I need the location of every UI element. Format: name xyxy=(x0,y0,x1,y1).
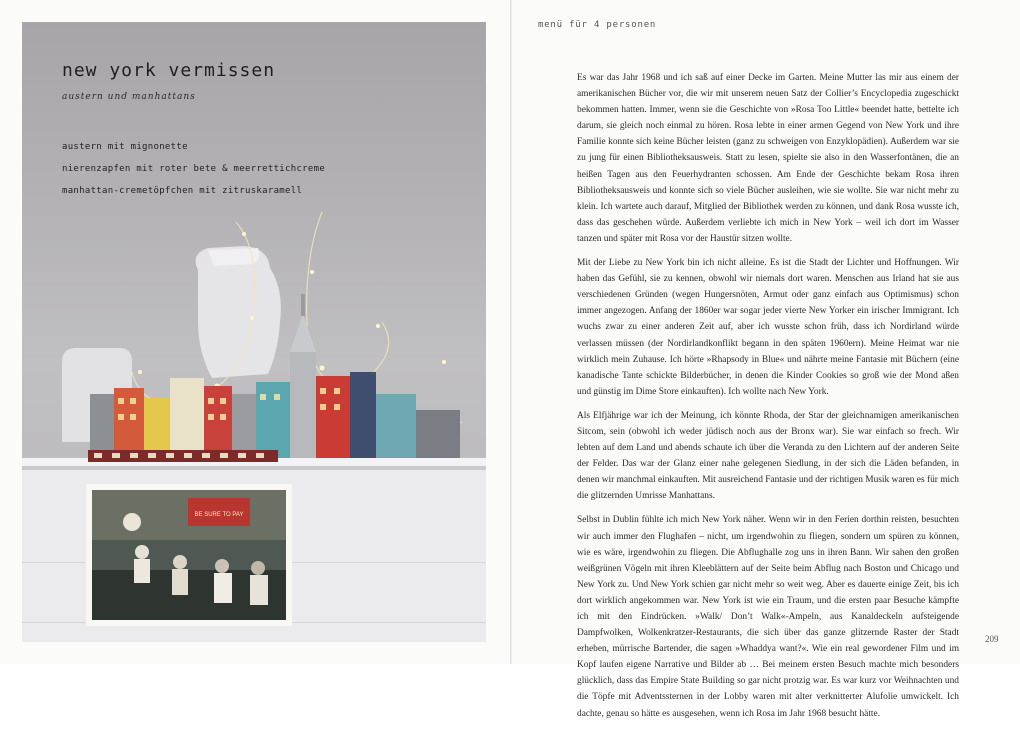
paragraph: Es war das Jahr 1968 und ich saß auf einer Decke im Garten. Meine Mutter las mir aus einem der amerikanischen Bücher vor, die wir mit unserem neuen Satz der Collier’s Encyclopedia zugeschickt bekommen hatten. Immer, wenn sie die Geschichte von »Rosa Too Little« beendet hatte, bettelte ich darum, sie gleich noch einmal zu hören. Rosa lebte in einer armen Gegend von New York und ihre Familie konnte sich keine Bücher leisten (ganz zu schweigen von Enzyklopädien). Außerdem war sie zu jung für einen Bibliotheksausweis. Statt zu lesen, spielte sie also in den Wasserfontänen, die an heißen Tagen aus den Feuerhydranten schossen. Am Ende der Geschichte bekam Rosa ihren Bibliotheksausweis und konnte sich so viele Bücher ausleihen, wie sie wollte. Sie war nicht mehr zu klein. Ich wartete auch darauf, Mitglied der Bibliothek werden zu können, und dank Rosa wusste ich, dass das geschehen würde. Außerdem verliebte ich mich in New York – weil ich dort im Wasser tanzen und später mit Rosa vor der Haustür sitzen wollte. xyxy=(577,73,959,244)
body-text xyxy=(577,70,959,730)
cover-photo xyxy=(22,22,486,642)
menu-item: nierenzapfen mit roter bete & meerrettichcreme xyxy=(62,164,326,174)
menu-list xyxy=(62,136,325,202)
paragraph: Als Elfjährige war ich der Meinung, ich könnte Rhoda, der Star der gleichnamigen amerikanischen Sitcom, sein (obwohl ich weder jüdisch noch aus der Bronx war). Sie war einfach so frech. Wir lebten auf dem Land und abends schaute ich über die Veranda zu den Lichtern auf der anderen Seite der Felder. Das war der Glanz einer nahe gelegenen Siedlung, in der sich die Läden befanden, in denen wir manchmal einkauften. Mit ausreichend Fantasie und der richtigen Musik waren es für mich die glitzernden Umrisse Manhattans. xyxy=(577,410,959,502)
page-title: new york vermissen xyxy=(62,60,276,81)
svg-text:BE SURE TO PAY: BE SURE TO PAY xyxy=(194,512,244,518)
running-head: menü für 4 personen xyxy=(538,20,657,30)
paragraph: Selbst in Dublin fühlte ich mich New York näher. Wenn wir in den Ferien dorthin reisten, besuchten wir auch immer den Flughafen – nicht, um irgendwohin zu fliegen, sondern um spüren zu können, wie es wäre, irgendwohin zu fliegen. Die Abflughalle zog uns in ihren Bann. Wir sahen den großen weißgrünen Vögeln mit ihren Kleeblättern auf der Seite beim Abflug nach Boston und Chicago und New York zu. Und New York schien gar nicht mehr so weit weg. Aber es dauerte einige Zeit, bis ich dort wirklich angekommen war. New York ist wie ein Traum, und die ersten paar Besuche kämpfte ich mit den Eindrücken. »Walk/ Don’t Walk«-Ampeln, aus Kanaldeckeln aufsteigende Dampfwolken, Wolkenkratzer-Restaurants, die sich über das ganze glitzernde Raster der Stadt erheben, mürrische Bartender, die sagen »Whaddya want?«. Wie ein real gewordener Film und im Kopf laufen eigene Narrative und Bilder ab … Bei meinem ersten Besuch machte mich besonders glücklich, dass das Empire State Building so gar nicht protzig war. Es war kurz vor Weihnachten und die Töpfe mit Adventssternen in der Lobby waren mit alter verknitterter Alufolie umwickelt. Ich dachte, genau so hätte es ausgesehen, wenn ich Rosa im Jahr 1968 besucht hätte. xyxy=(577,515,959,719)
paper-city-skyline-photo-icon xyxy=(22,22,486,642)
page-number: 209 xyxy=(985,634,999,644)
menu-item: austern mit mignonette xyxy=(62,142,188,152)
menu-item: manhattan-cremetöpfchen mit zitruskaramell xyxy=(62,186,303,196)
book-gutter xyxy=(510,0,512,664)
page-subtitle: austern und manhattans xyxy=(62,92,196,102)
paragraph: Mit der Liebe zu New York bin ich nicht alleine. Es ist die Stadt der Lichter und Hoffnungen. Wir haben das Gefühl, sie zu kennen, obwohl wir niemals dort waren. Menschen aus Irland hat sie aus verschiedenen Gründen (wegen Hungersnöten, Armut oder ganz einfach aus Optimismus) schon immer angezogen. Anfang der 1860er war sogar jeder vierte New Yorker ein irischer Immigrant. Ich wuchs zwar zu einer anderen Zeit auf, aber ich wusste schon früh, dass ich Nordirland würde verlassen müssen (der Nordirlandkonflikt begann in den späten 1960ern). Meine Heimat war nie wirklich mein Zuhause. Ich hörte »Rhapsody in Blue« und nährte meine Fantasie mit Büchern (eine kanadische Tante schickte Bilderbücher, in denen die Kinder Cookies so groß wie der Mond aßen und günstig im Dime Store einkauften). Ich wollte nach New York. xyxy=(577,258,959,397)
